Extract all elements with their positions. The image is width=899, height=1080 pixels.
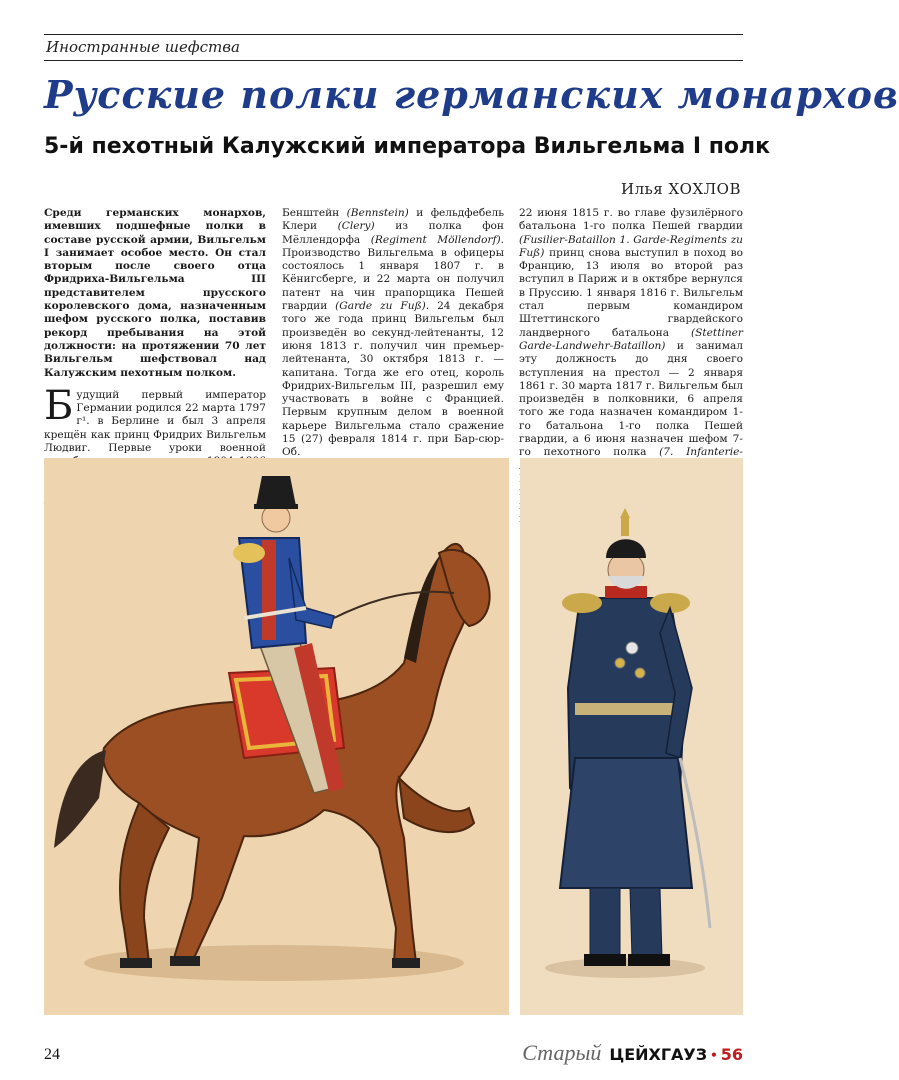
footer-separator: • bbox=[711, 1047, 717, 1064]
foreign-term: (7. Infanterie- bbox=[659, 446, 743, 459]
section-rule bbox=[44, 60, 743, 61]
foreign-term: (Regiment Möllendorf). bbox=[370, 233, 504, 246]
body-text: Бенштейн bbox=[282, 207, 340, 219]
foreign-term: (Stettiner Garde-Landwehr-Bataillon) bbox=[519, 326, 743, 352]
body-text: и фельдфебель Клери bbox=[282, 207, 505, 233]
top-rule bbox=[44, 34, 743, 35]
body-text: и занимал эту должность до дня своего вступления на престол — 2 января 1861 г. 30 марта 1817 г. Вильгельм был произведён в полковники, 6 апреля того же года назначен командиром 1-го батальона 1-го полка Пешей гвардии, а 6 июня назначен шефом 7-го пехотного полка bbox=[519, 339, 743, 459]
body-text: удущий первый император Германии родился 22 марта 1797 г¹. в Берлине и был 3 апреля крещён как принц Фридрих Вильгельм Людвиг. Первые уроки военной bbox=[44, 388, 266, 455]
section-label: Иностранные шефства bbox=[46, 38, 240, 56]
magazine-footer bbox=[522, 1040, 743, 1066]
foreign-term: (Bennstein) bbox=[346, 207, 409, 219]
article-title: Русские полки германских монархов bbox=[44, 72, 899, 117]
body-text: Производство Вильгельма в офицеры состоялось 1 января 1807 г. в Кёнигсберге, и 22 марта он получил патент на чин прапорщика Пешей гвардии bbox=[282, 246, 504, 313]
magazine-name: ЦЕЙХГАУЗ bbox=[609, 1045, 708, 1064]
foreign-term: (Garde zu Fuß). bbox=[335, 300, 430, 313]
body-text: из полка фон Мёллендорфа bbox=[282, 220, 504, 246]
illustration-standing-general bbox=[520, 458, 743, 1015]
article-author: Илья ХОХЛОВ bbox=[621, 180, 741, 198]
drop-cap: Б bbox=[44, 382, 74, 429]
page-number-right: 56 bbox=[720, 1045, 743, 1064]
page-number-left: 24 bbox=[44, 1046, 60, 1063]
body-text: 22 июня 1815 г. во главе фузилёрного батальона 1-го полка Пешей гвардии bbox=[519, 207, 743, 233]
foreign-term: (Clery) bbox=[337, 220, 375, 233]
illustration-mounted-officer bbox=[44, 458, 509, 1015]
body-text: принц снова выступил в поход во Францию, 13 июля во второй раз вступил в Париж и в октябре вернулся в Пруссию. 1 января 1816 г. Вильгельм стал первым командиром Штеттинского гвардейского ландверного батальона bbox=[519, 246, 743, 339]
magazine-script-word: Старый bbox=[522, 1040, 602, 1065]
article-subtitle: 5-й пехотный Калужский императора Вильгельма I полк bbox=[44, 134, 771, 159]
lead-paragraph: Среди германских монархов, имевших подшефные полки в составе русской армии, Вильгельм I занимает особое место. Он стал вторым после своего отца Фридриха-Вильгельма III представителем прусского королевского дома, назначенным шефом русского полка, поставив рекорд пребывания на этой должности: на протяжении 70 лет Вильгельм шефствовал над Калужским пехотным полком. bbox=[44, 207, 266, 379]
body-text: 24 декабря того же года принц Вильгельм был произведён во секунд-лейтенанты, 12 июня 1813 г. получил чин премьер-лейтенанта, 30 октября 1813 г. — капитана. Тогда же его отец, король Фридрих-Вильгельм III, разрешил ему участвовать в войне с Францией. Первым крупным делом в военной карьере Вильгельма стало сражение 15 (27) февраля 1814 г. при Бар-сюр-Об. bbox=[282, 300, 505, 459]
foreign-term: (Fusilier-Bataillon 1. Garde-Regiments zu Fuß) bbox=[519, 233, 743, 259]
body-paragraph-2 bbox=[282, 207, 504, 460]
